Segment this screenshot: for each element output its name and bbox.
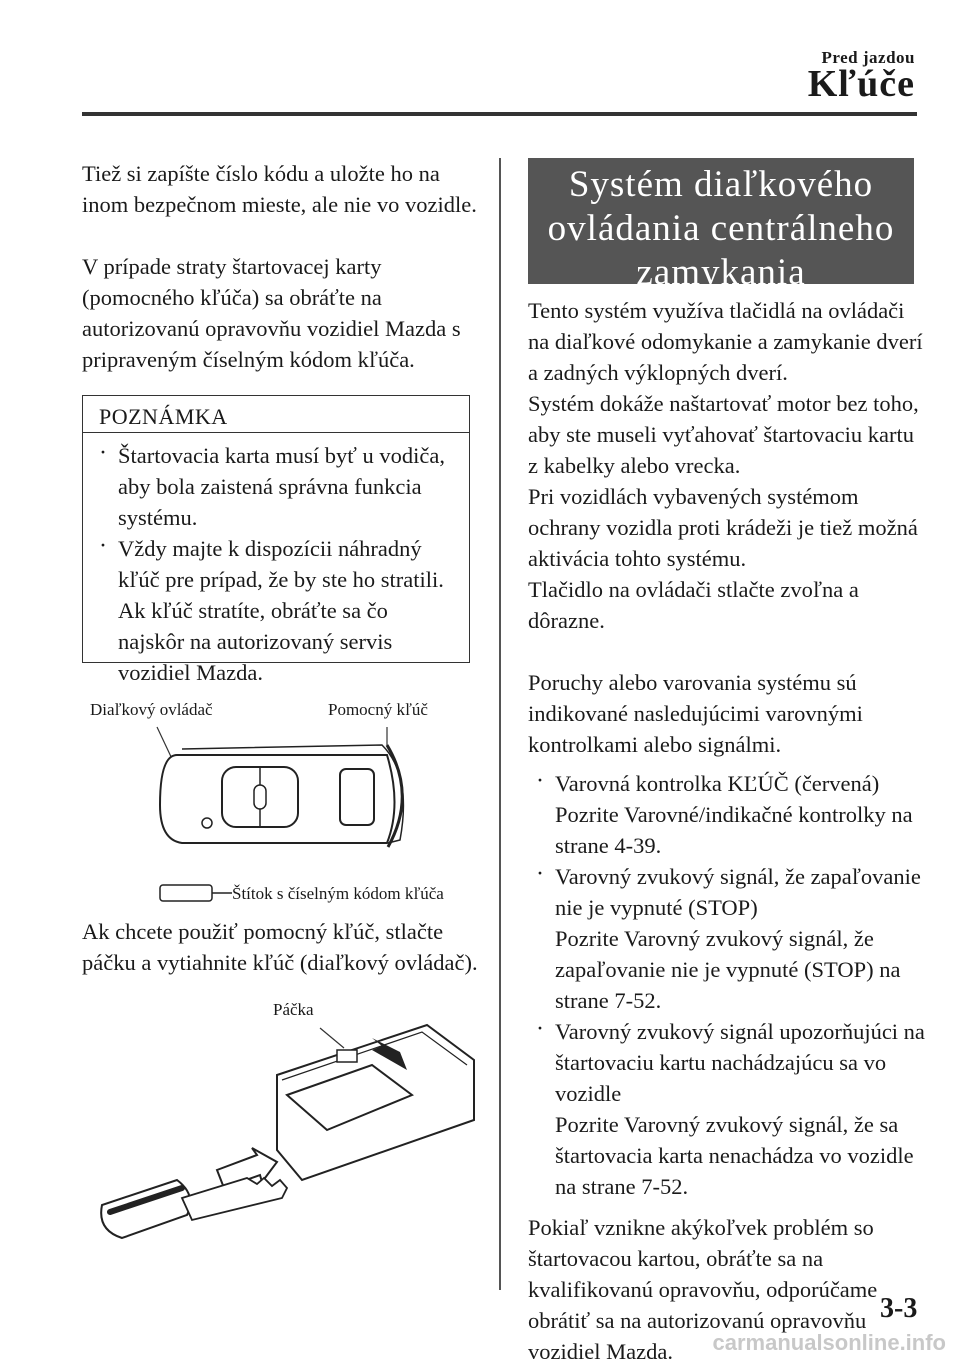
warning-item-ref: Pozrite Varovný zvukový signál, že sa štartovacia karta nenachádza vo vozidle na strane 7-52.	[555, 1112, 914, 1199]
warning-item-ref: Pozrite Varovný zvukový signál, že zapaľovanie nie je vypnuté (STOP) na strane 7-52.	[555, 926, 901, 1013]
left-paragraph-2: V prípade straty štartovacej karty (pomocného kľúča) sa obráťte na autorizovanú opravovňu vozidiel Mazda s pripraveným číselným kódom kľúča.	[82, 254, 461, 372]
warning-item-title: · Varovný zvukový signál upozorňujúci na štartovaciu kartu nachádzajúcu sa vo vozidle	[555, 1019, 925, 1106]
watermark: carmanualsonline.info	[712, 1330, 946, 1355]
label-remote: Diaľkový ovládač	[90, 700, 213, 719]
warning-item	[534, 1016, 928, 1202]
right-paragraph-3: Pri vozidlách vybavených systémom ochrany vozidla proti krádeži je tiež možná aktivácia tohto systému.	[528, 484, 918, 571]
label-lever: Páčka	[273, 1000, 314, 1019]
note-item: · Vždy majte k dispozícii náhradný kľúč pre prípad, že by ste ho stratili. Ak kľúč stratíte, obráťte sa čo najskôr na autorizovaný servis vozidiel Mazda.	[97, 533, 457, 688]
right-paragraph-2: Systém dokáže naštartovať motor bez toho, aby ste museli vyťahovať štartovaciu kartu z kabelky alebo vrecka.	[528, 391, 919, 478]
note-divider	[83, 432, 469, 433]
left-paragraph-3: Ak chcete použiť pomocný kľúč, stlačte páčku a vytiahnite kľúč (diaľkový ovládač).	[82, 919, 478, 975]
warning-item	[534, 768, 928, 861]
aux-key-removal-illustration	[82, 1020, 482, 1260]
right-paragraph-6: Pokiaľ vznikne akýkoľvek problém so štartovacou kartou, obráťte sa na kvalifikovanú opravovňu, odporúčame obrátiť sa na autorizovanú opravovňu vozidiel Mazda.	[528, 1215, 878, 1364]
right-column	[528, 295, 928, 1367]
warning-list	[528, 768, 928, 1202]
label-code-tag: Štítok s číselným kódom kľúča	[232, 884, 444, 903]
header-title: Kľúče	[807, 63, 915, 105]
warning-item-ref: Pozrite Varovné/indikačné kontrolky na strane 4-39.	[555, 802, 913, 858]
right-paragraph-5: Poruchy alebo varovania systému sú indikované nasledujúcimi varovnými kontrolkami alebo signálmi.	[528, 670, 863, 757]
section-heading: Systém diaľkového ovládania centrálneho zamykania	[528, 158, 914, 284]
note-box	[82, 395, 470, 685]
warning-item-title: · Varovná kontrolka KĽÚČ (červená)	[555, 771, 880, 796]
header-rule	[82, 112, 917, 116]
note-title: POZNÁMKA	[99, 404, 228, 429]
remote-key-illustration	[82, 715, 482, 905]
right-paragraph-1: Tento systém využíva tlačidlá na ovládači na diaľkové odomykanie a zamykanie dverí a zadných výklopných dverí.	[528, 298, 923, 385]
page-number: 3-3	[880, 1293, 918, 1324]
header-section-label: Pred jazdou	[821, 48, 915, 67]
warning-item-title: · Varovný zvukový signál, že zapaľovanie nie je vypnuté (STOP)	[555, 864, 921, 920]
left-paragraph-1: Tiež si zapíšte číslo kódu a uložte ho na inom bezpečnom mieste, ale nie vo vozidle.	[82, 161, 477, 217]
note-item: · Štartovacia karta musí byť u vodiča, aby bola zaistená správna funkcia systému.	[97, 440, 457, 533]
right-paragraph-4: Tlačidlo na ovládači stlačte zvoľna a dôrazne.	[528, 577, 859, 633]
note-list	[97, 440, 457, 688]
left-column	[82, 158, 482, 406]
label-aux-key: Pomocný kľúč	[328, 700, 428, 719]
column-divider	[499, 158, 501, 1290]
warning-item	[534, 861, 928, 1016]
